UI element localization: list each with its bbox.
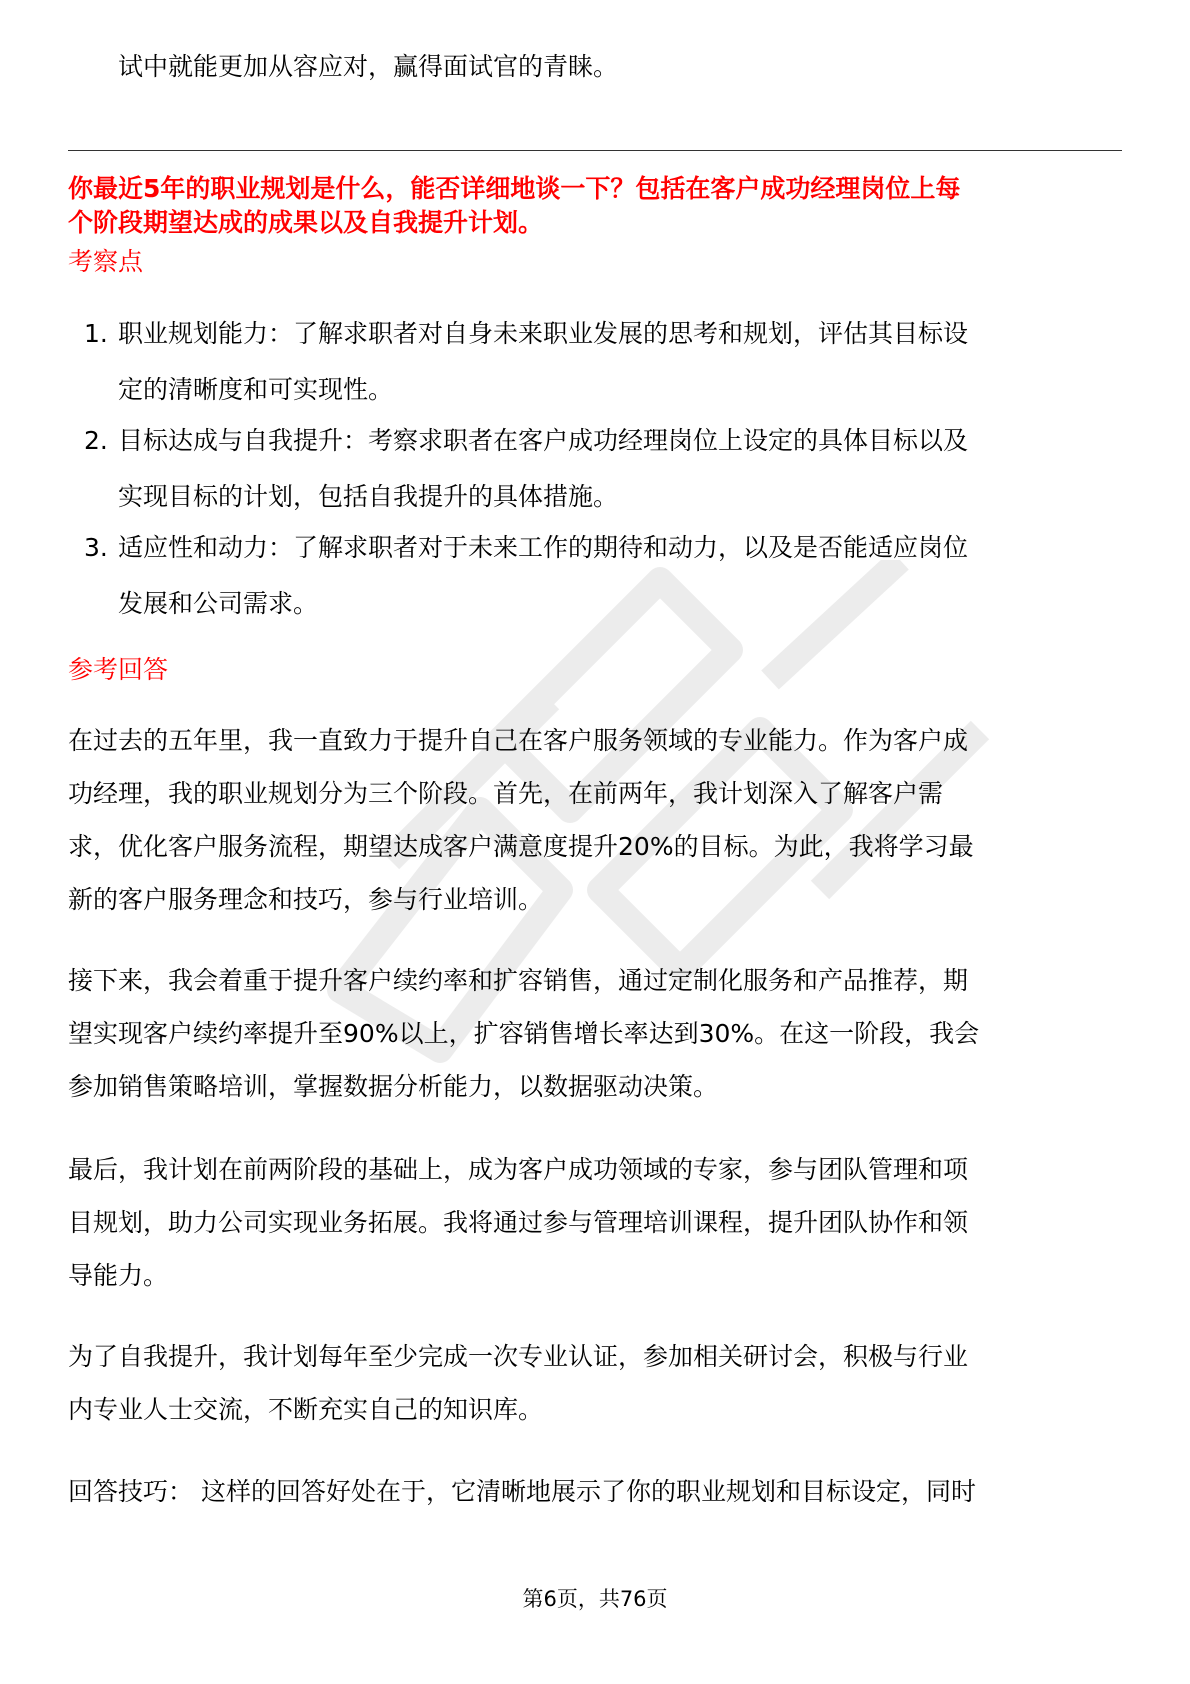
paragraph-line: 目规划，助力公司实现业务拓展。我将通过参与管理培训课程，提升团队协作和领 (68, 1208, 969, 1237)
paragraph-line: 接下来，我会着重于提升客户续约率和扩容销售，通过定制化服务和产品推荐，期 (68, 966, 969, 995)
paragraph-line: 功经理，我的职业规划分为三个阶段。首先，在前两年，我计划深入了解客户需 (68, 779, 944, 808)
list-item-line: 目标达成与自我提升：考察求职者在客户成功经理岗位上设定的具体目标以及 (118, 426, 969, 455)
list-item-line: 定的清晰度和可实现性。 (118, 375, 394, 404)
list-item-number: 1. (84, 319, 108, 348)
list-item-number: 3. (84, 533, 108, 562)
paragraph-line: 新的客户服务理念和技巧，参与行业培训。 (68, 885, 544, 914)
points-heading: 考察点 (68, 247, 144, 276)
answer-heading: 参考回答 (68, 655, 169, 684)
question-title (68, 172, 1128, 240)
paragraph-line: 求，优化客户服务流程，期望达成客户满意度提升20%的目标。为此，我将学习最 (68, 832, 974, 861)
paragraph-line: 内专业人士交流，不断充实自己的知识库。 (68, 1395, 544, 1424)
question-line: 个阶段期望达成的成果以及自我提升计划。 (68, 208, 544, 237)
section-divider (68, 150, 1122, 151)
paragraph-line: 最后，我计划在前两阶段的基础上，成为客户成功领域的专家，参与团队管理和项 (68, 1155, 969, 1184)
list-item-line: 发展和公司需求。 (118, 589, 319, 618)
list-item-text (118, 520, 968, 632)
list-item-line: 适应性和动力：了解求职者对于未来工作的期待和动力，以及是否能适应岗位 (118, 533, 969, 562)
answer-paragraph (68, 1143, 1128, 1302)
list-item-text (118, 306, 968, 418)
paragraph-line: 为了自我提升，我计划每年至少完成一次专业认证，参加相关研讨会，积极与行业 (68, 1342, 969, 1371)
list-item-line: 职业规划能力：了解求职者对自身未来职业发展的思考和规划，评估其目标设 (118, 319, 969, 348)
paragraph-line: 导能力。 (68, 1261, 169, 1290)
answer-tip-paragraph (68, 1465, 1128, 1518)
continuation-text: 试中就能更加从容应对，赢得面试官的青睐。 (118, 52, 619, 81)
page-number: 第6页，共76页 (522, 1587, 668, 1611)
question-line: 你最近5年的职业规划是什么，能否详细地谈一下？包括在客户成功经理岗位上每 (68, 174, 961, 203)
answer-paragraph (68, 1330, 1128, 1436)
list-item-line: 实现目标的计划，包括自我提升的具体措施。 (118, 482, 619, 511)
paragraph-line: 在过去的五年里，我一直致力于提升自己在客户服务领域的专业能力。作为客户成 (68, 726, 969, 755)
answer-paragraph (68, 714, 1128, 926)
list-item-number: 2. (84, 426, 108, 455)
list-item-text (118, 413, 968, 525)
paragraph-line: 参加销售策略培训，掌握数据分析能力，以数据驱动决策。 (68, 1072, 719, 1101)
paragraph-line: 回答技巧： 这样的回答好处在于，它清晰地展示了你的职业规划和目标设定，同时 (68, 1477, 976, 1506)
paragraph-line: 望实现客户续约率提升至90%以上，扩容销售增长率达到30%。在这一阶段，我会 (68, 1019, 980, 1048)
answer-paragraph (68, 954, 1128, 1113)
